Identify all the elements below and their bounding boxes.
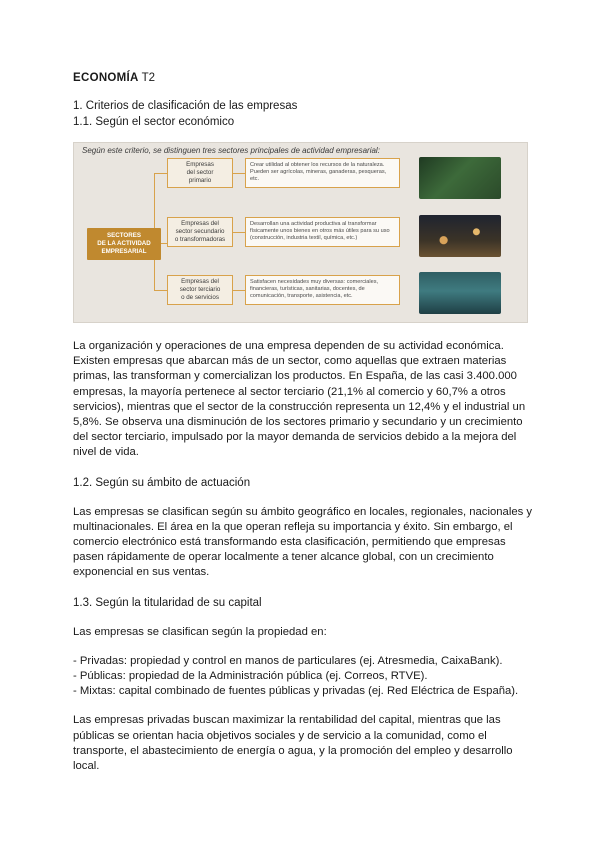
paragraph-ambito: Las empresas se clasifican según su ámbito geográfico en locales, regionales, nacionales y multinacionales. El área en la que operan refleja su importancia y éxito. Sin embargo, el comercio electrónico está transformando esta clasificación, permitiendo que empresas pasen rápidamente de operar localmente a tener alcance global, con un crecimiento exponencial en sus ventas.	[73, 505, 533, 579]
sector-line: sector terciario	[179, 286, 221, 293]
sector-line: del sector	[186, 169, 214, 176]
title-topic: T2	[138, 72, 156, 84]
sector-description-terciario: Satisfacen necesidades muy diversas: comerciales, financieras, turísticas, sanitarias, docentes, de comunicación, transporte, asistencia, etc.	[245, 275, 400, 305]
sectors-diagram	[73, 142, 528, 323]
list-item-mixtas: - Mixtas: capital combinado de fuentes públicas y privadas (ej. Red Eléctrica de España).	[73, 685, 519, 698]
photo-field	[419, 157, 501, 199]
section-heading-1: 1. Criterios de clasificación de las empresas	[73, 100, 298, 112]
sector-box-primario	[167, 158, 233, 188]
section-heading-1-1: 1.1. Según el sector económico	[73, 116, 235, 128]
sector-line: Empresas	[186, 161, 214, 168]
sector-box-terciario	[167, 275, 233, 305]
list-item-privadas: - Privadas: propiedad y control en manos de particulares (ej. Atresmedia, CaixaBank).	[73, 654, 503, 667]
sector-line: Empresas del	[181, 220, 219, 227]
paragraph-sector: La organización y operaciones de una empresa dependen de su actividad económica. Existen empresas que abarcan más de un sector, como aquellas que extraen materias primas, las transforman y comercializan los productos. En España, de las casi 3.400.000 empresas, la mayoría pertenece al sector terciario (21,1% al comercio y 60,7% a otros servicios), mientras que el sector de la construcción representa un 12,4% y el industrial un 5,8%. Se observa una disminución de los sectores primario y secundario y un crecimiento del sector terciario, impulsado por la mayor demanda de servicios debido a la mejora del nivel de vida.	[73, 340, 526, 459]
photo-factory	[419, 215, 501, 257]
title-subject: ECONOMÍA	[73, 72, 139, 84]
sector-line: o de servicios	[181, 294, 219, 301]
section-heading-1-3: 1.3. Según la titularidad de su capital	[73, 596, 262, 609]
sector-description-primario: Crear utilidad al obtener los recursos de la naturaleza. Pueden ser agrícolas, mineras, ganaderas, pesqueras, etc.	[245, 158, 400, 188]
root-line: EMPRESARIAL	[101, 248, 147, 255]
section-heading-1-2: 1.2. Según su ámbito de actuación	[73, 476, 251, 489]
list-item-publicas: - Públicas: propiedad de la Administración pública (ej. Correos, RTVE).	[73, 670, 428, 683]
sector-line: primario	[188, 177, 212, 184]
sector-line: Empresas del	[181, 278, 219, 285]
photo-harbor	[419, 272, 501, 314]
sector-line: sector secundario	[175, 228, 225, 235]
sector-box-secundario	[167, 217, 233, 247]
diagram-caption: Según este criterio, se distinguen tres sectores principales de actividad empresarial:	[82, 146, 380, 155]
sector-description-secundario: Desarrollan una actividad productiva al transformar físicamente unos bienes en otros más útiles para su uso (construcción, industria textil, química, etc.)	[245, 217, 400, 247]
root-line: SECTORES	[107, 232, 141, 239]
paragraph-titularidad: Las empresas se clasifican según la propiedad en:	[73, 625, 327, 638]
root-line: DE LA ACTIVIDAD	[97, 240, 151, 247]
document-page	[73, 72, 533, 774]
diagram-root-box	[87, 228, 161, 260]
document-title	[73, 72, 533, 84]
paragraph-objetivos: Las empresas privadas buscan maximizar la rentabilidad del capital, mientras que las públicas se orientan hacia objetivos sociales y de servicio a la comunidad, como el transporte, el abastecimiento de energía o agua, y la promoción del empleo y desarrollo local.	[73, 714, 513, 773]
sector-line: o transformadoras	[174, 236, 226, 243]
